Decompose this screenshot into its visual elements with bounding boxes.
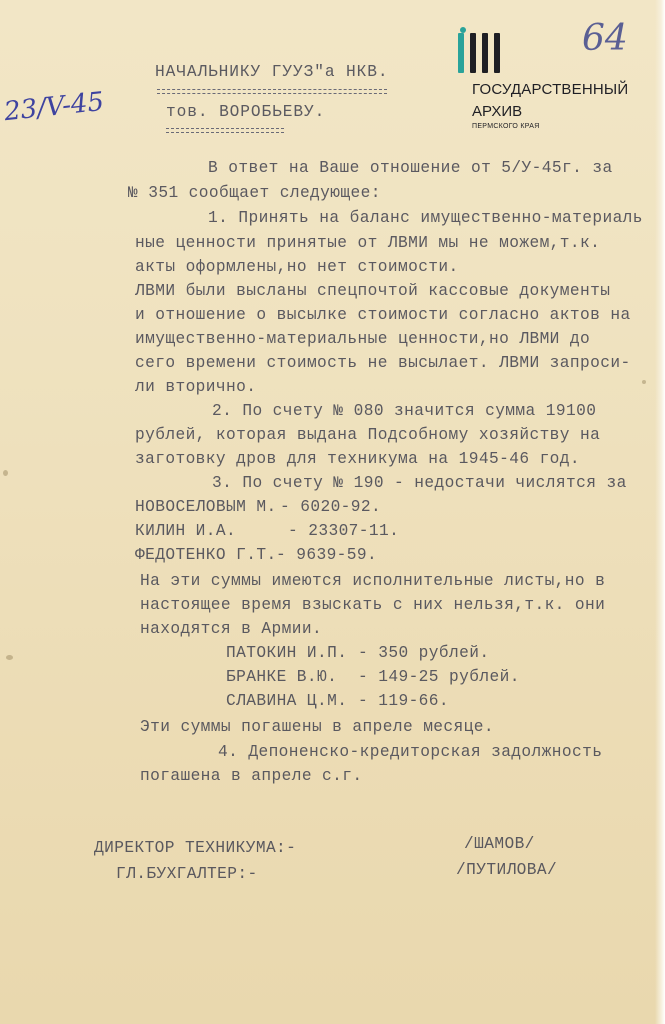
repaid-amount-3: - 119-66.	[358, 692, 450, 710]
archive-logo-line1: ГОСУДАРСТВЕННЫЙ	[472, 81, 629, 98]
debt-name-3: ФЕДОТЕНКО Г.Т.	[135, 546, 277, 564]
para2-line-2: рублей, которая выдана Подсобному хозяйству на	[135, 426, 601, 444]
para1-line-5: и отношение о высылке стоимости согласно актов на	[135, 306, 631, 324]
intro-line-2: № 351 сообщает следующее:	[128, 184, 381, 202]
archive-logo-icon	[458, 27, 500, 73]
archive-logo-line2: АРХИВ	[472, 103, 523, 120]
para3c-line: Эти суммы погашены в апреле месяце.	[140, 718, 494, 736]
repaid-name-3: СЛАВИНА Ц.М.	[226, 692, 348, 710]
para1-line-7: сего времени стоимость не высылает. ЛВМИ запроси-	[135, 354, 631, 372]
accountant-name: /ПУТИЛОВА/	[456, 861, 558, 879]
debt-amount-1: - 6020-92.	[280, 498, 382, 516]
debt-name-1: НОВОСЕЛОВЫМ М.	[135, 498, 277, 516]
addressee-title: НАЧАЛЬНИКУ ГУУЗ"а НКВ.	[155, 63, 389, 81]
addressee-name-underline	[166, 128, 284, 133]
debt-amount-3: - 9639-59.	[276, 546, 378, 564]
debt-amount-2: - 23307-11.	[288, 522, 400, 540]
addressee-name: тов. ВОРОБЬЕВУ.	[166, 103, 326, 121]
para1-line-1: 1. Принять на баланс имущественно-материаль	[208, 209, 643, 227]
intro-line-1: В ответ на Ваше отношение от 5/У-45г. за	[208, 159, 613, 177]
accountant-label: ГЛ.БУХГАЛТЕР:-	[116, 865, 258, 883]
archive-logo-line3: ПЕРМСКОГО КРАЯ	[472, 123, 540, 130]
handwritten-margin-date: 23/V-45	[2, 86, 106, 128]
para4-line-2: погашена в апреле с.г.	[140, 767, 363, 785]
repaid-amount-1: - 350 рублей.	[358, 644, 490, 662]
para2-line-1: 2. По счету № 080 значится сумма 19100	[212, 402, 597, 420]
para1-line-6: имущественно-материальные ценности,но ЛВМИ до	[135, 330, 591, 348]
addressee-underline	[157, 89, 387, 94]
para1-line-2: ные ценности принятые от ЛВМИ мы не можем,т.к.	[135, 234, 601, 252]
director-label: ДИРЕКТОР ТЕХНИКУМА:-	[94, 839, 297, 857]
para1-line-8: ли вторично.	[135, 378, 257, 396]
paper-speck	[3, 470, 8, 476]
para4-line-1: 4. Депоненско-кредиторская задолжность	[218, 743, 603, 761]
director-name: /ШАМОВ/	[464, 835, 535, 853]
repaid-name-2: БРАНКЕ В.Ю.	[226, 668, 338, 686]
paper-speck	[642, 380, 646, 384]
para2-line-3: заготовку дров для техникума на 1945-46 год.	[135, 450, 581, 468]
repaid-amount-2: - 149-25 рублей.	[358, 668, 520, 686]
repaid-name-1: ПАТОКИН И.П.	[226, 644, 348, 662]
para3b-line-3: находятся в Армии.	[140, 620, 323, 638]
archive-logo	[458, 27, 648, 130]
para3b-line-1: На эти суммы имеются исполнительные листы,но в	[140, 572, 606, 590]
paper-speck	[6, 655, 13, 660]
para3-line-1: 3. По счету № 190 - недостачи числятся за	[212, 474, 627, 492]
para1-line-4: ЛВМИ были высланы спецпочтой кассовые документы	[135, 282, 611, 300]
para1-line-3: акты оформлены,но нет стоимости.	[135, 258, 459, 276]
handwritten-page-number: 64	[582, 18, 628, 59]
debt-name-2: КИЛИН И.А.	[135, 522, 237, 540]
para3b-line-2: настоящее время взыскать с них нельзя,т.к. они	[140, 596, 606, 614]
